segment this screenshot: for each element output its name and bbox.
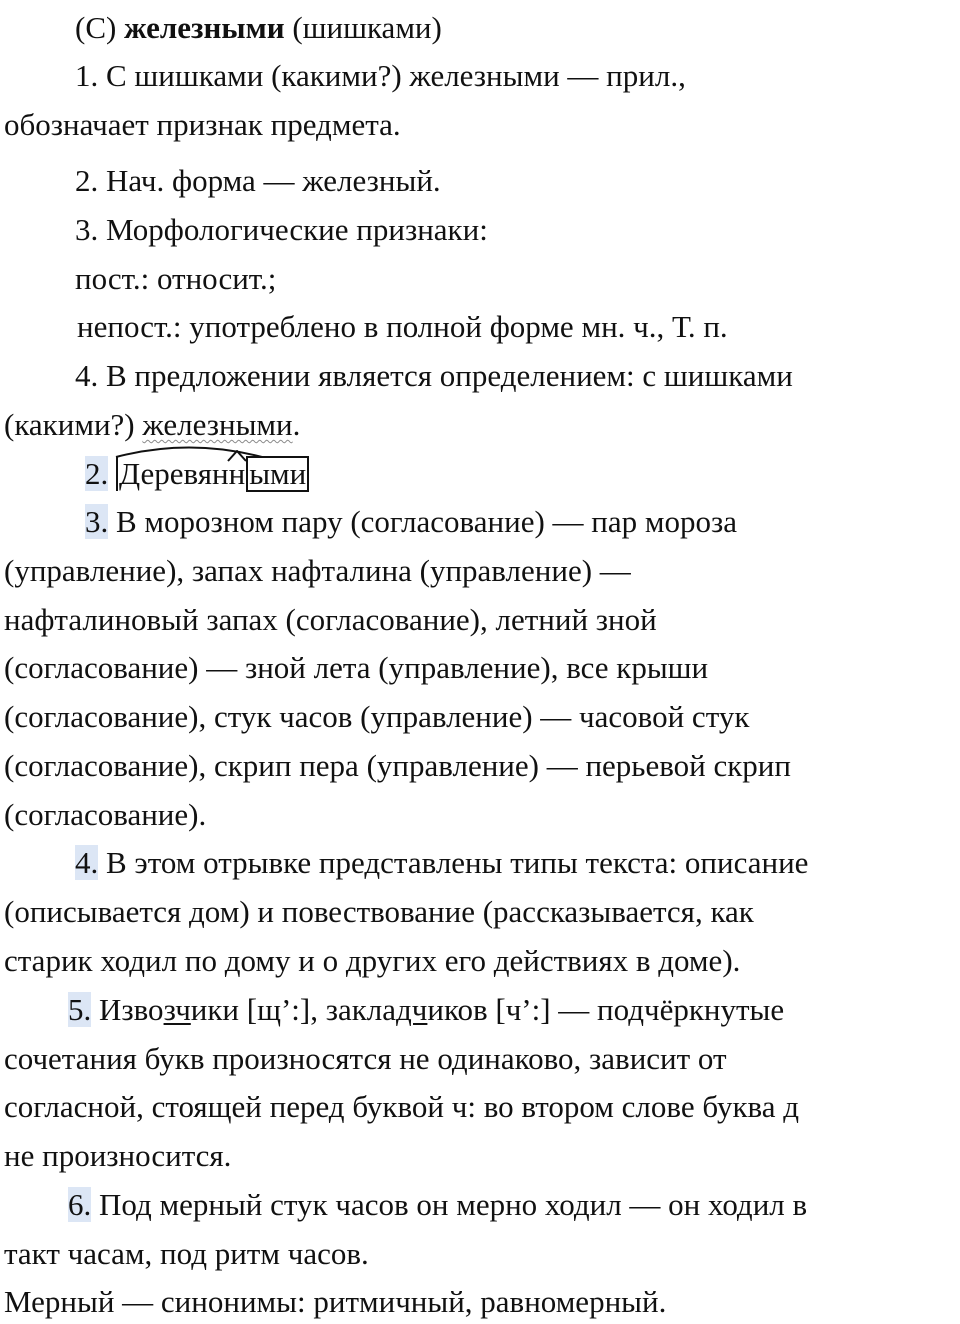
definition-word: железными bbox=[142, 407, 293, 442]
task-2-number: 2. bbox=[85, 456, 109, 491]
task-3-line-3: нафталиновый запах (согласование), летний зной bbox=[4, 602, 657, 637]
word-suffix: н bbox=[229, 454, 246, 494]
task-6-line-3: Мерный — синонимы: ритмичный, равномерный. bbox=[4, 1284, 667, 1319]
task-5-line-1: 5. Извозчики [щ’:], закладчиков [ч’:] — подчёркнутые bbox=[68, 992, 785, 1027]
point-3-constant: пост.: относит.; bbox=[75, 261, 277, 296]
header-prefix: (С) bbox=[75, 10, 125, 45]
point-3-nonconstant: непост.: употреблено в полной форме мн. ч., Т. п. bbox=[77, 309, 728, 344]
point-2: 2. Нач. форма — железный. bbox=[75, 163, 441, 198]
task-4-number: 4. bbox=[75, 845, 99, 880]
point-4-start: (какими?) bbox=[4, 407, 143, 442]
adjective-header bbox=[75, 8, 442, 48]
task-4-line-3: старик ходил по дому и о других его действиях в доме). bbox=[4, 943, 741, 978]
task-6-line-2: такт часам, под ритм часов. bbox=[4, 1236, 369, 1271]
task-3-line-5: (согласование), стук часов (управление) — часовой стук bbox=[4, 699, 750, 734]
header-word: железными bbox=[124, 10, 285, 45]
point-1-line-2: обозначает признак предмета. bbox=[4, 107, 401, 142]
task-6-line-1: 6. Под мерный стук часов он мерно ходил — он ходил в bbox=[68, 1187, 808, 1222]
task-4-line-1: 4. В этом отрывке представлены типы текста: описание bbox=[75, 845, 809, 880]
task-3-line-4: (согласование) — зной лета (управление), все крыши bbox=[4, 650, 709, 685]
task-3-line-7: (согласование). bbox=[4, 797, 207, 832]
word-root bbox=[116, 454, 229, 494]
point-4-line-2 bbox=[4, 405, 300, 445]
underlined-letters-2: дч bbox=[396, 992, 428, 1027]
task-2 bbox=[85, 454, 309, 494]
task-4-line-2: (описывается дом) и повествование (рассказывается, как bbox=[4, 894, 754, 929]
task-5-number: 5. bbox=[68, 992, 92, 1027]
task-3-line-1: 3. В морозном пару (согласование) — пар мороза bbox=[85, 504, 738, 539]
point-4-line-1: 4. В предложении является определением: с шишками bbox=[75, 358, 793, 393]
task-5-line-2: сочетания букв произносятся не одинаково, зависит от bbox=[4, 1041, 727, 1076]
header-suffix: (шишками) bbox=[284, 10, 442, 45]
suffix-roof-icon bbox=[227, 450, 247, 462]
task-3-line-6: (согласование), скрип пера (управление) — перьевой скрип bbox=[4, 748, 791, 783]
point-4-end: . bbox=[292, 407, 301, 442]
task-5-line-4: не произносится. bbox=[4, 1138, 232, 1173]
underlined-letters-1: зч bbox=[163, 992, 191, 1027]
morpheme-word bbox=[116, 454, 309, 494]
task-5-line-3: согласной, стоящей перед буквой ч: во втором слове буква д bbox=[4, 1089, 800, 1124]
point-1-line-1: 1. С шишками (какими?) железными — прил., bbox=[75, 58, 686, 93]
task-6-number: 6. bbox=[68, 1187, 92, 1222]
point-3: 3. Морфологические признаки: bbox=[75, 212, 488, 247]
word-ending: ыми bbox=[246, 456, 309, 492]
task-3-number: 3. bbox=[85, 504, 109, 539]
task-3-line-2: (управление), запах нафталина (управление) — bbox=[4, 553, 631, 588]
word-root-text: Деревян bbox=[116, 456, 229, 491]
